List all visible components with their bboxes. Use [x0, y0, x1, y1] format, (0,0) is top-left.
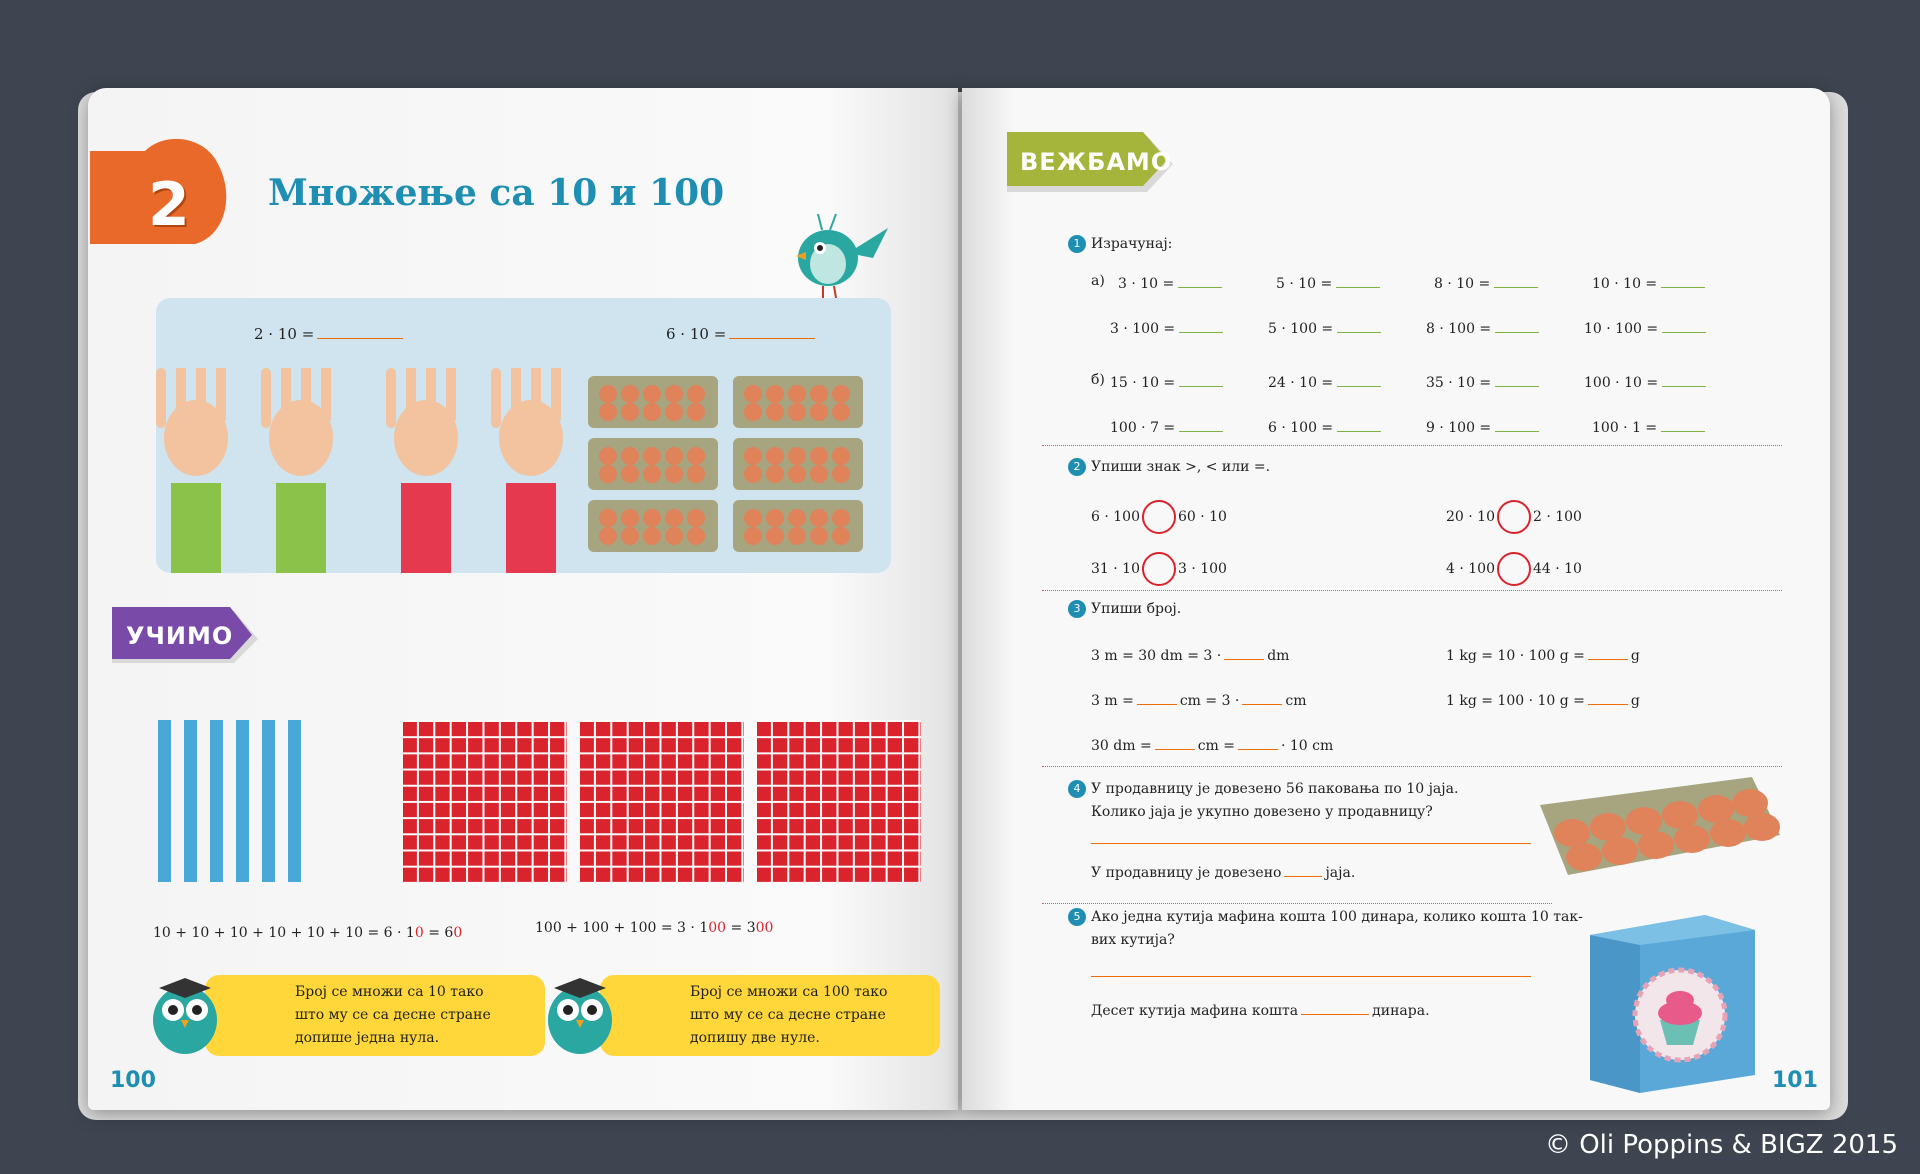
rule-note-100 [600, 975, 940, 1056]
exercise-item: 10 · 100 = [1584, 318, 1706, 337]
exercise-item: 100 · 10 = [1584, 372, 1706, 391]
page-title: Множење са 10 и 100 [268, 172, 725, 214]
task-number-badge: 1 [1068, 235, 1086, 253]
exercise-item: 35 · 10 = [1426, 372, 1539, 391]
compare-item: 4 · 100 44 · 10 [1446, 552, 1582, 586]
task-number-badge: 3 [1068, 600, 1086, 618]
rule-note-10 [205, 975, 545, 1056]
muffin-box-illustration [1585, 905, 1760, 1095]
exercise-item: 3 · 100 = [1110, 318, 1223, 337]
conversion-item: 1 kg = 100 · 10 g = g [1446, 690, 1640, 709]
section-divider [1042, 590, 1782, 591]
compare-item: 31 · 10 3 · 100 [1091, 552, 1227, 586]
task-4-answer: У продавницу је довезено јаја. [1091, 862, 1355, 881]
conversion-item: 1 kg = 10 · 100 g = g [1446, 645, 1640, 664]
answer-line[interactable] [1091, 843, 1531, 844]
compare-sign-slot[interactable] [1497, 500, 1531, 534]
rule-note-line: што му се са десне стране [690, 1007, 886, 1023]
compare-sign-slot[interactable] [1142, 552, 1176, 586]
owl-icon [540, 968, 620, 1056]
rule-note-line: Број се множи са 10 тако [295, 984, 484, 1000]
sum-tens: 10 + 10 + 10 + 10 + 10 + 10 = 6 · 10 = 60 [153, 925, 463, 941]
exercise-item: 8 · 100 = [1426, 318, 1539, 337]
exercise-item: 24 · 10 = [1268, 372, 1381, 391]
owl-icon [145, 968, 225, 1056]
tens-bar [288, 720, 301, 882]
page-number-left: 100 [110, 1068, 156, 1093]
rule-note-line: што му се са десне стране [295, 1007, 491, 1023]
task-number-badge: 2 [1068, 458, 1086, 476]
hundreds-block [403, 720, 567, 882]
subtask-b-label: б) [1091, 372, 1105, 388]
hundreds-block [757, 720, 921, 882]
compare-sign-slot[interactable] [1497, 552, 1531, 586]
conversion-item: 3 m = cm = 3 · cm [1091, 690, 1307, 709]
bird-illustration [778, 198, 898, 308]
exercise-item: 8 · 10 = [1434, 273, 1538, 292]
exercise-item: 5 · 100 = [1268, 318, 1381, 337]
tens-bar [262, 720, 275, 882]
tens-bar [158, 720, 171, 882]
task-number-badge: 5 [1068, 908, 1086, 926]
tens-bar [236, 720, 249, 882]
task-number-badge: 4 [1068, 780, 1086, 798]
egg-cartons-illustration [588, 376, 878, 566]
copyright-notice: © Oli Poppins & BIGZ 2015 [1544, 1130, 1898, 1160]
exercise-item: 10 · 10 = [1592, 273, 1705, 292]
tens-bar [184, 720, 197, 882]
learn-tag: УЧИМО [126, 622, 234, 650]
hands-illustration [126, 368, 586, 573]
exercise-item: 100 · 7 = [1110, 417, 1223, 436]
rule-note-line: допишу две нуле. [690, 1030, 820, 1046]
intro-equation-eggs: 6 · 10 = [666, 324, 818, 343]
exercise-item: 3 · 10 = [1118, 273, 1222, 292]
exercise-item: 100 · 1 = [1592, 417, 1705, 436]
section-divider [1042, 903, 1552, 904]
sum-hundreds: 100 + 100 + 100 = 3 · 100 = 300 [535, 920, 774, 936]
task-2-heading: 2 Упиши знак >, < или =. [1068, 458, 1270, 476]
compare-item: 20 · 10 2 · 100 [1446, 500, 1582, 534]
chapter-number: 2 [148, 170, 190, 240]
answer-line[interactable] [1091, 976, 1531, 977]
exercise-item: 15 · 10 = [1110, 372, 1223, 391]
task-5-text: 5 Ако једна кутија мафина кошта 100 динара, колико кошта 10 так- вих кутија? [1068, 906, 1583, 952]
conversion-item: 30 dm = cm = · 10 cm [1091, 735, 1333, 754]
compare-item: 6 · 100 60 · 10 [1091, 500, 1227, 534]
section-divider [1042, 445, 1782, 446]
task-5-answer: Десет кутија мафина кошта динара. [1091, 1000, 1430, 1019]
exercise-item: 6 · 100 = [1268, 417, 1381, 436]
left-page [88, 88, 958, 1110]
exercise-item: 5 · 10 = [1276, 273, 1380, 292]
hundreds-block [580, 720, 744, 882]
practice-tag: ВЕЖБАМО [1020, 148, 1173, 176]
subtask-a-label: а) [1091, 273, 1105, 289]
rule-note-line: допише једна нула. [295, 1030, 440, 1046]
exercise-item: 9 · 100 = [1426, 417, 1539, 436]
conversion-item: 3 m = 30 dm = 3 · dm [1091, 645, 1289, 664]
task-1-heading: 1 Израчунај: [1068, 235, 1172, 253]
compare-sign-slot[interactable] [1142, 500, 1176, 534]
task-4-text: 4 У продавницу је довезено 56 паковања по 10 јаја. Колико јаја је укупно довезено у продавницу? [1068, 778, 1458, 824]
page-number-right: 101 [1772, 1068, 1818, 1093]
intro-picture [156, 298, 891, 573]
intro-equation-hands: 2 · 10 = [254, 324, 406, 343]
egg-carton-illustration [1532, 765, 1787, 895]
tens-bar [210, 720, 223, 882]
task-3-heading: 3 Упиши број. [1068, 600, 1181, 618]
rule-note-line: Број се множи са 100 тако [690, 984, 888, 1000]
